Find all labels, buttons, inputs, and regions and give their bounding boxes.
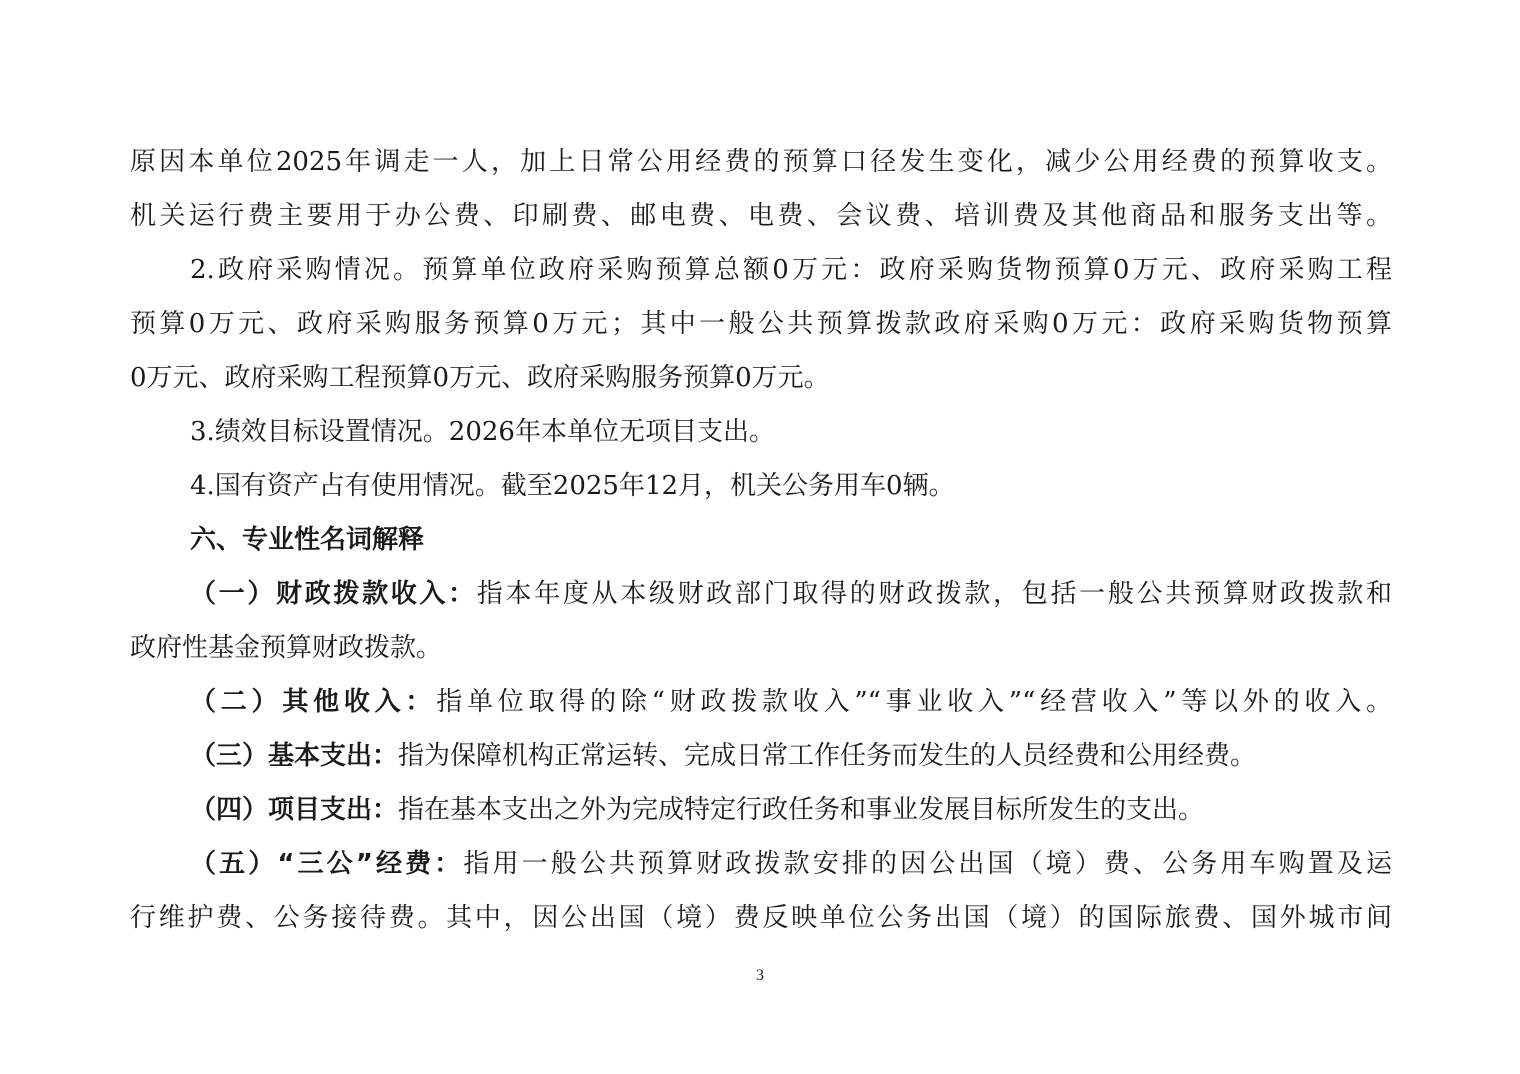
paragraph-line: 2.政府采购情况。预算单位政府采购预算总额0万元：政府采购货物预算0万元、政府采购工程 xyxy=(190,255,1392,285)
definition-text: 指为保障机构正常运转、完成日常工作任务而发生的人员经费和公用经费。 xyxy=(398,741,1257,771)
paragraph-line: 0万元、政府采购工程预算0万元、政府采购服务预算0万元。 xyxy=(130,363,830,393)
definition-term: （三）基本支出： xyxy=(190,741,399,771)
definition-term: （一）财政拨款收入： xyxy=(190,579,477,609)
definition-line xyxy=(190,576,1392,612)
definition-term: （四）项目支出： xyxy=(190,795,399,825)
definition-line xyxy=(190,792,1392,828)
definition-term: （二）其他收入： xyxy=(190,687,437,717)
section-heading: 六、专业性名词解释 xyxy=(190,525,425,555)
definition-text: 指本年度从本级财政部门取得的财政拨款，包括一般公共预算财政拨款和 xyxy=(476,579,1392,609)
definition-text: 指在基本支出之外为完成特定行政任务和事业发展目标所发生的支出。 xyxy=(398,795,1205,825)
paragraph-line: 预算0万元、政府采购服务预算0万元；其中一般公共预算拨款政府采购0万元：政府采购货物预算 xyxy=(130,309,1392,339)
definition-line: 政府性基金预算财政拨款。 xyxy=(130,633,443,663)
definition-line xyxy=(190,738,1392,774)
definition-line xyxy=(190,684,1392,720)
paragraph-line: 原因本单位2025年调走一人，加上日常公用经费的预算口径发生变化，减少公用经费的预算收支。 xyxy=(130,147,1392,177)
paragraph-line: 机关运行费主要用于办公费、印刷费、邮电费、电费、会议费、培训费及其他商品和服务支出等。 xyxy=(130,201,1392,231)
definition-line: 行维护费、公务接待费。其中，因公出国（境）费反映单位公务出国（境）的国际旅费、国外城市间 xyxy=(130,903,1392,933)
definition-text: 指用一般公共预算财政拨款安排的因公出国（境）费、公务用车购置及运 xyxy=(463,849,1392,879)
definition-term: （五）“三公”经费： xyxy=(190,849,464,879)
paragraph-line: 4.国有资产占有使用情况。截至2025年12月，机关公务用车0辆。 xyxy=(190,471,955,501)
page-number: 3 xyxy=(756,967,764,984)
definition-text: 指单位取得的除“财政拨款收入”“事业收入”“经营收入”等以外的收入。 xyxy=(436,687,1392,717)
paragraph-line: 3.绩效目标设置情况。2026年本单位无项目支出。 xyxy=(190,417,775,447)
definition-line xyxy=(190,846,1392,882)
